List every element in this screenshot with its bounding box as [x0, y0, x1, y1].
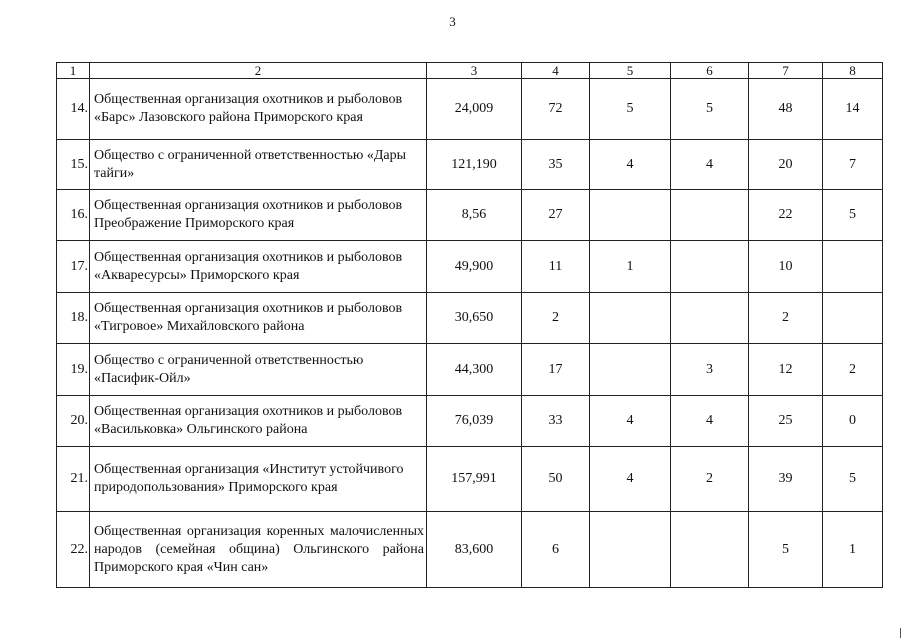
cell-col3: 30,650: [427, 293, 522, 344]
row-number: 15.: [57, 140, 90, 190]
data-table: [56, 62, 883, 588]
cell-col7: 20: [749, 140, 823, 190]
cell-col4: 35: [522, 140, 590, 190]
cell-col3: 76,039: [427, 396, 522, 447]
cell-col4: 2: [522, 293, 590, 344]
organization-name: Общественная организация охотников и рыболовов Преображение Приморского края: [90, 190, 427, 241]
header-cell: 1: [57, 63, 90, 79]
cell-col4: 72: [522, 79, 590, 140]
organization-name: Общество с ограниченной ответственностью «Пасифик-Ойл»: [90, 344, 427, 396]
cell-col5: [590, 512, 671, 588]
cell-col6: 5: [671, 79, 749, 140]
cell-col8: 7: [823, 140, 883, 190]
organization-name: Общественная организация коренных малочисленных народов (семейная община) Ольгинского района Приморского края «Чин сан»: [90, 512, 427, 588]
table-row: [57, 447, 883, 512]
cell-col8: [823, 293, 883, 344]
table-row: [57, 396, 883, 447]
cell-col4: 33: [522, 396, 590, 447]
scan-edge-mark: [900, 628, 901, 638]
cell-col6: 4: [671, 140, 749, 190]
cell-col6: [671, 241, 749, 293]
cell-col6: [671, 512, 749, 588]
header-row: [57, 63, 883, 79]
cell-col7: 25: [749, 396, 823, 447]
cell-col3: 121,190: [427, 140, 522, 190]
table-row: [57, 79, 883, 140]
header-cell: 8: [823, 63, 883, 79]
cell-col3: 24,009: [427, 79, 522, 140]
cell-col8: 14: [823, 79, 883, 140]
cell-col8: 5: [823, 447, 883, 512]
row-number: 16.: [57, 190, 90, 241]
cell-col3: 83,600: [427, 512, 522, 588]
cell-col5: [590, 293, 671, 344]
row-number: 17.: [57, 241, 90, 293]
organization-name: Общественная организация охотников и рыболовов «Васильковка» Ольгинского района: [90, 396, 427, 447]
page-number: 3: [449, 14, 456, 29]
cell-col4: 17: [522, 344, 590, 396]
organization-name: Общественная организация «Институт устойчивого природопользования» Приморского края: [90, 447, 427, 512]
table-row: [57, 140, 883, 190]
row-number: 18.: [57, 293, 90, 344]
cell-col7: 12: [749, 344, 823, 396]
cell-col3: 8,56: [427, 190, 522, 241]
cell-col5: [590, 190, 671, 241]
organization-name: Общественная организация охотников и рыболовов «Тигровое» Михайловского района: [90, 293, 427, 344]
cell-col5: [590, 344, 671, 396]
cell-col5: 4: [590, 447, 671, 512]
header-cell: 6: [671, 63, 749, 79]
cell-col7: 5: [749, 512, 823, 588]
cell-col8: 0: [823, 396, 883, 447]
table-row: [57, 241, 883, 293]
table-row: [57, 512, 883, 588]
row-number: 14.: [57, 79, 90, 140]
cell-col4: 27: [522, 190, 590, 241]
cell-col3: 157,991: [427, 447, 522, 512]
cell-col3: 49,900: [427, 241, 522, 293]
cell-col8: 1: [823, 512, 883, 588]
cell-col4: 6: [522, 512, 590, 588]
cell-col8: [823, 241, 883, 293]
cell-col5: 1: [590, 241, 671, 293]
cell-col5: 4: [590, 140, 671, 190]
cell-col7: 2: [749, 293, 823, 344]
cell-col7: 48: [749, 79, 823, 140]
cell-col7: 22: [749, 190, 823, 241]
cell-col6: [671, 293, 749, 344]
table-row: [57, 293, 883, 344]
table-row: [57, 190, 883, 241]
cell-col3: 44,300: [427, 344, 522, 396]
row-number: 20.: [57, 396, 90, 447]
cell-col6: [671, 190, 749, 241]
table-row: [57, 344, 883, 396]
header-cell: 4: [522, 63, 590, 79]
header-cell: 3: [427, 63, 522, 79]
header-cell: 5: [590, 63, 671, 79]
cell-col4: 50: [522, 447, 590, 512]
row-number: 22.: [57, 512, 90, 588]
header-cell: 7: [749, 63, 823, 79]
row-number: 21.: [57, 447, 90, 512]
header-cell: 2: [90, 63, 427, 79]
organization-name: Общественная организация охотников и рыболовов «Барс» Лазовского района Приморского края: [90, 79, 427, 140]
row-number: 19.: [57, 344, 90, 396]
cell-col6: 3: [671, 344, 749, 396]
organization-name: Общественная организация охотников и рыболовов «Акваресурсы» Приморского края: [90, 241, 427, 293]
cell-col5: 5: [590, 79, 671, 140]
cell-col5: 4: [590, 396, 671, 447]
cell-col8: 5: [823, 190, 883, 241]
organization-name: Общество с ограниченной ответственностью «Дары тайги»: [90, 140, 427, 190]
cell-col6: 2: [671, 447, 749, 512]
cell-col7: 39: [749, 447, 823, 512]
cell-col4: 11: [522, 241, 590, 293]
cell-col7: 10: [749, 241, 823, 293]
cell-col8: 2: [823, 344, 883, 396]
cell-col6: 4: [671, 396, 749, 447]
